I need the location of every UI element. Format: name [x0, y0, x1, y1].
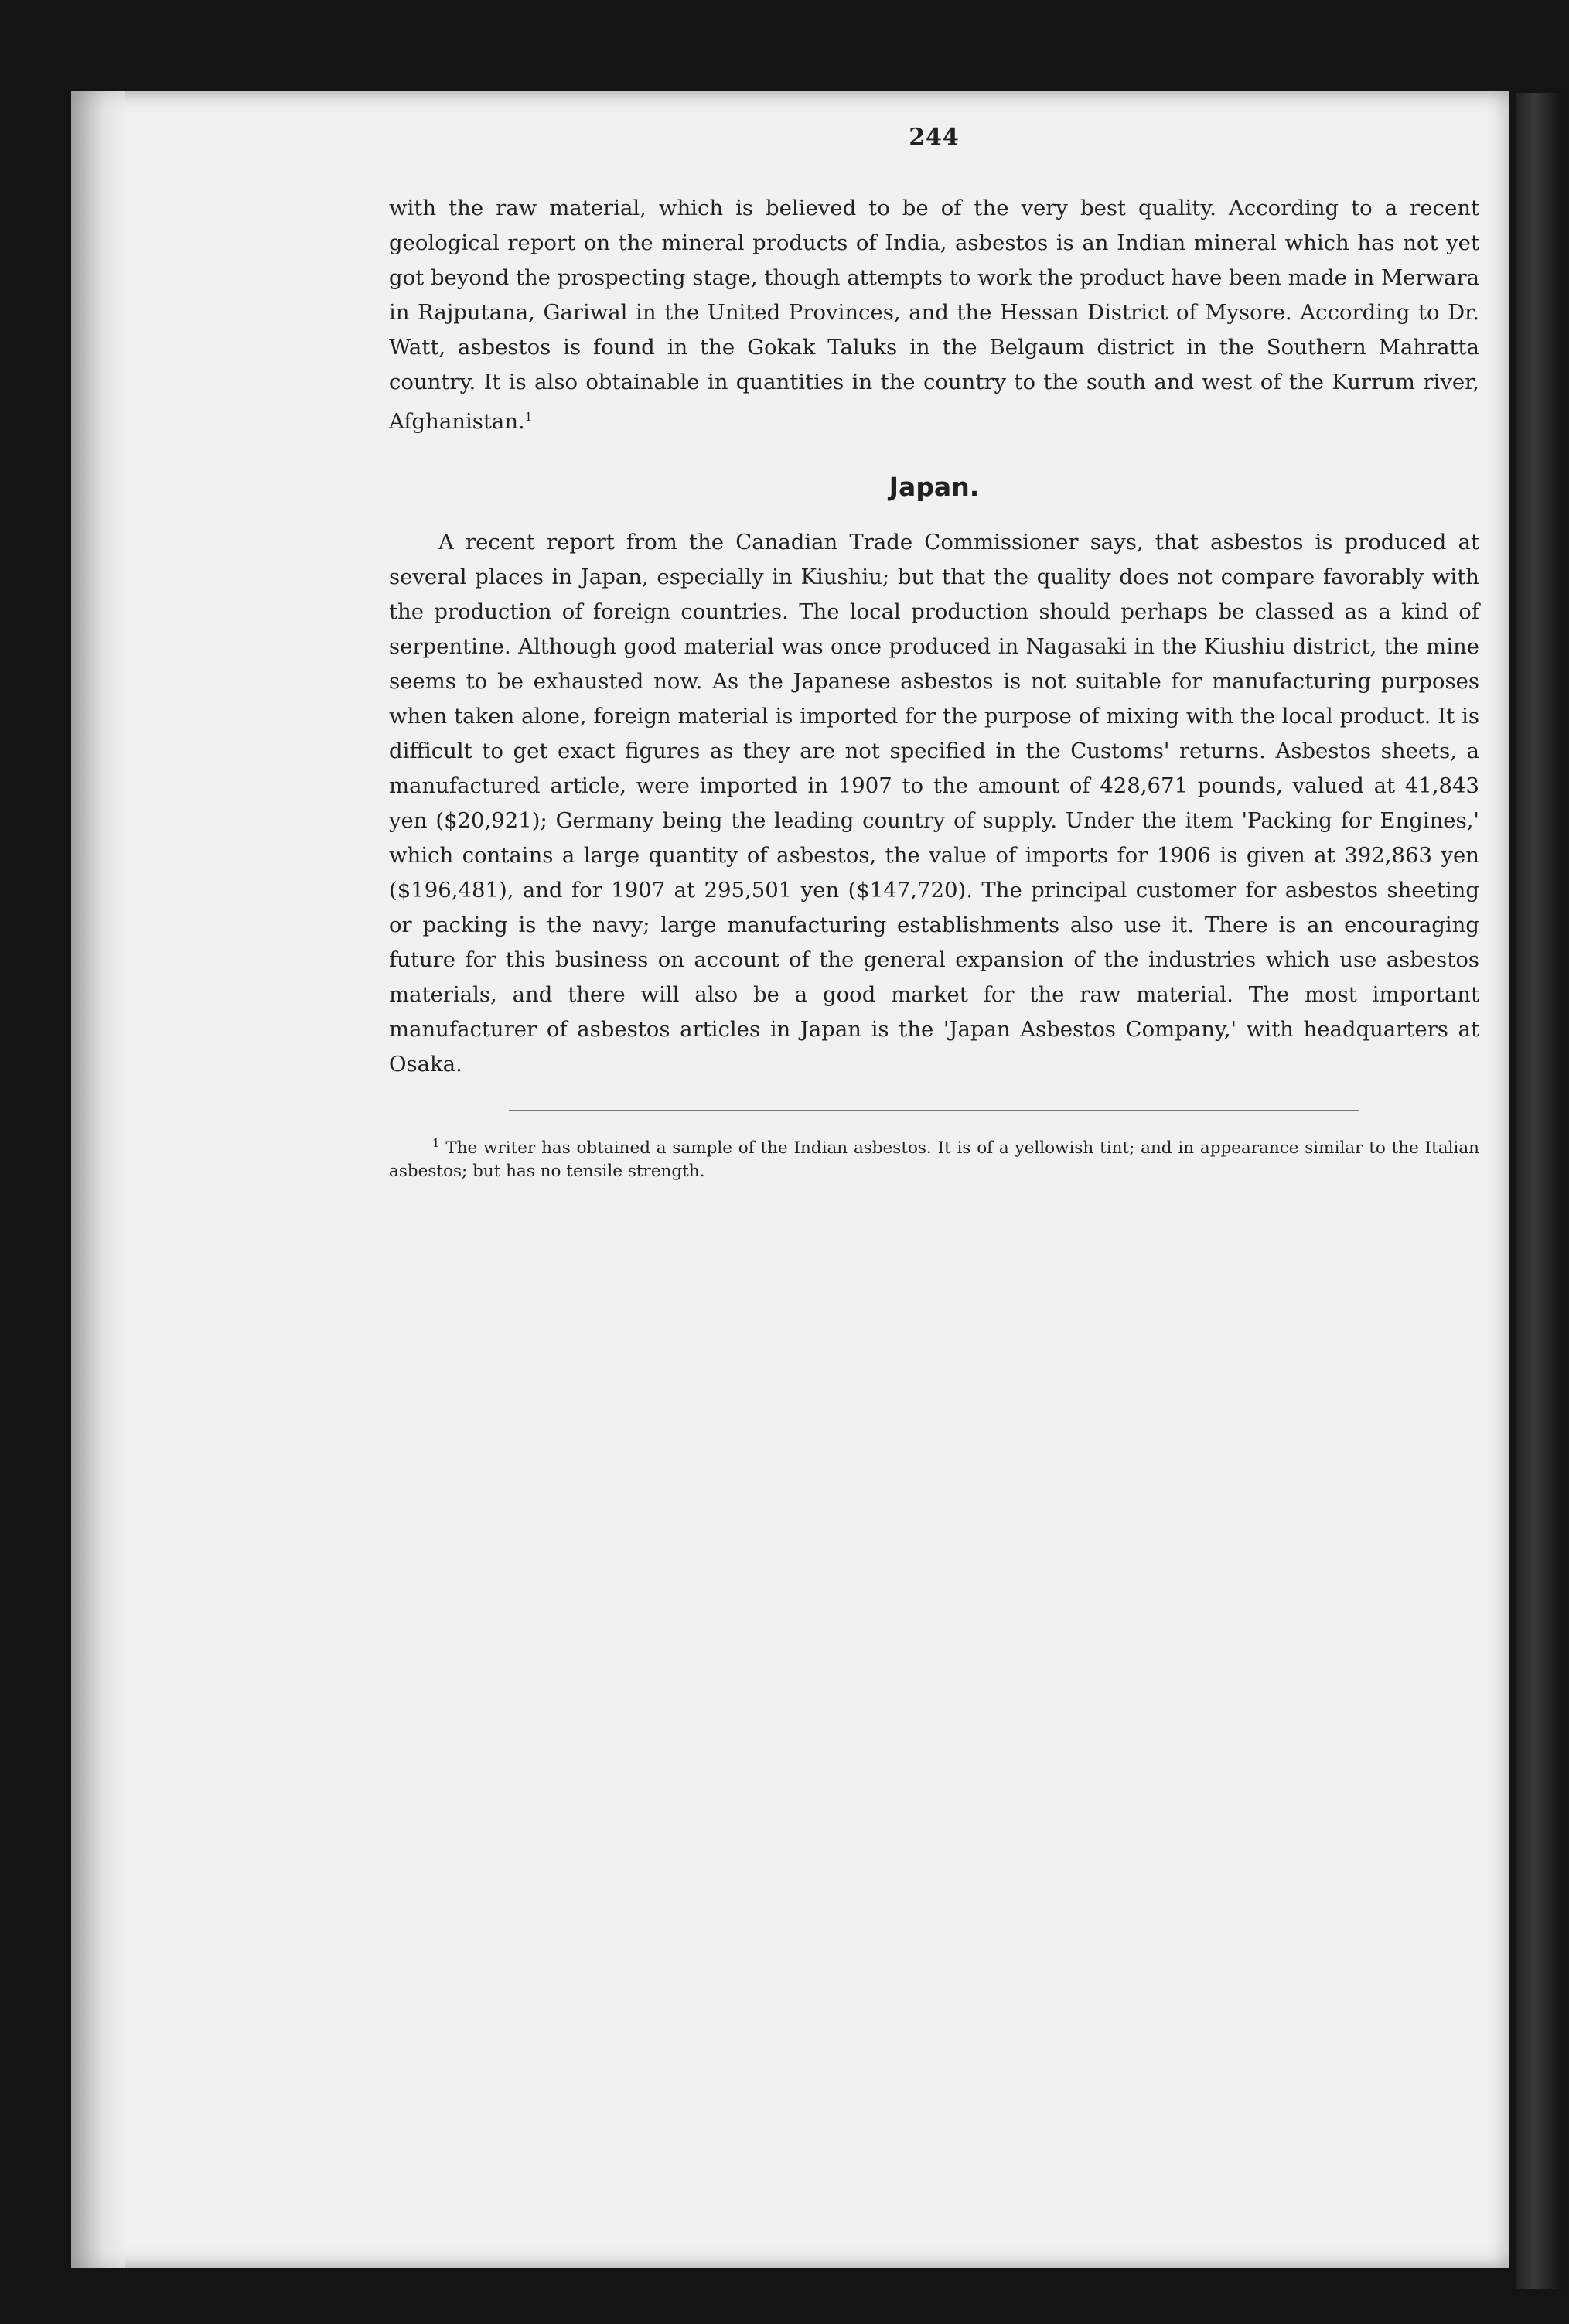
paragraph-india: [389, 191, 1479, 439]
section-heading-japan: Japan.: [889, 472, 980, 503]
paragraph-japan: A recent report from the Canadian Trade Commissioner says, that asbestos is produced at several places in Japan, especially in Kiushiu; but that the quality does not compare favorably with the production of foreign countries. The local production should perhaps be classed as a kind of serpentine. Although good material was once produced in Nagasaki in the Kiushiu district, the mine seems to be exhausted now. As the Japanese asbestos is not suitable for manufacturing purposes when taken alone, foreign material is imported for the purpose of mixing with the local product. It is difficult to get exact figures as they are not specified in the Customs' returns. Asbestos sheets, a manufactured article, were imported in 1907 to the amount of 428,671 pounds, valued at 41,843 yen ($20,921); Germany being the leading country of supply. Under the item 'Packing for Engines,' which contains a large quantity of asbestos, the value of imports for 1906 is given at 392,863 yen ($196,481), and for 1907 at 295,501 yen ($147,720). The principal customer for asbestos sheeting or packing is the navy; large manufacturing establishments also use it. There is an encouraging future for this business on account of the general expansion of the industries which use asbestos materials, and there will also be a good market for the raw material. The most important manufacturer of asbestos articles in Japan is the 'Japan Asbestos Company,' with headquarters at Osaka.: [389, 530, 1479, 1077]
page-number: 244: [909, 124, 960, 151]
footnote: [389, 1131, 1479, 1183]
footnote-text: The writer has obtained a sample of the Indian asbestos. It is of a yellowish tint; and in appearance similar to the Italian asbestos; but has no tensile strength.: [389, 1138, 1479, 1182]
footnote-number: 1: [432, 1136, 440, 1151]
book-spine: [1516, 93, 1562, 2289]
footnote-reference: 1: [524, 410, 533, 424]
paragraph-india-text: with the raw material, which is believed to be of the very best quality. According to a recent geological report on the mineral products of India, asbestos is an Indian mineral which has not yet got beyond the prospecting stage, though attempts to work the product have been made in Merwara in Rajputana, Gariwal in the United Provinces, and the Hessan District of Mysore. According to Dr. Watt, asbestos is found in the Gokak Taluks in the Belgaum district in the Southern Mahratta country. It is also obtainable in quantities in the country to the south and west of the Kurrum river, Afghanistan.: [389, 196, 1479, 435]
footnote-divider: [509, 1110, 1359, 1111]
page-content: [389, 124, 1479, 1183]
page-edge-shadow: [71, 91, 125, 2268]
